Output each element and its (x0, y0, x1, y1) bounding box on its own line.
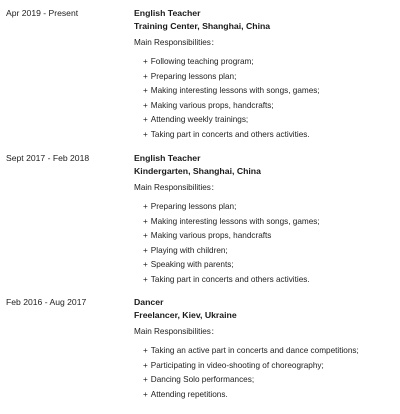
list-item (143, 215, 396, 230)
list-item (143, 359, 396, 374)
list-item-text: Participating in video-shooting of choreography; (150, 360, 324, 370)
list-item-text: Taking part in concerts and others activities. (150, 129, 310, 139)
list-item-text: Taking part in concerts and others activities. (150, 274, 310, 284)
entry-date: Apr 2019 - Present (6, 8, 79, 18)
list-item (143, 244, 396, 259)
job-organization: Kindergarten, Shanghai, China (134, 166, 261, 176)
responsibilities-list (134, 200, 396, 288)
job-title: English Teacher (134, 8, 201, 18)
plus-bullet: + (143, 115, 148, 125)
list-item (143, 344, 396, 359)
plus-bullet: + (143, 129, 148, 139)
responsibilities-list (134, 344, 396, 402)
list-item (143, 99, 396, 114)
entry-details (134, 152, 396, 288)
job-title: English Teacher (134, 153, 201, 163)
list-item-text: Following teaching program; (150, 57, 254, 66)
list-item-text: Taking an active part in concerts and dance competitions; (150, 346, 359, 355)
entry-date: Feb 2016 - Aug 2017 (6, 297, 87, 307)
plus-bullet: + (143, 260, 148, 270)
plus-bullet: + (143, 86, 148, 96)
list-item-text: Making interesting lessons with songs, games; (150, 216, 320, 226)
job-organization: Training Center, Shanghai, China (134, 21, 271, 31)
plus-bullet: + (143, 346, 148, 355)
responsibilities-label: Main Responsibilities： (134, 183, 220, 192)
plus-bullet: + (143, 389, 148, 399)
list-item (143, 113, 396, 128)
job-title: Dancer (134, 297, 164, 307)
responsibilities-list (134, 55, 396, 143)
entry-details (134, 7, 396, 143)
plus-bullet: + (143, 360, 148, 370)
list-item (143, 258, 396, 273)
list-item-text: Preparing lessons plan; (150, 71, 237, 81)
entry-date: Sept 2017 - Feb 2018 (6, 153, 90, 163)
list-item-text: Attending repetitions. (150, 389, 228, 399)
plus-bullet: + (143, 245, 148, 255)
entry-details (134, 296, 396, 402)
list-item-text: Speaking with parents; (150, 260, 234, 270)
plus-bullet: + (143, 375, 148, 385)
list-item (143, 128, 396, 143)
list-item (143, 373, 396, 388)
list-item (143, 84, 396, 99)
plus-bullet: + (143, 202, 148, 211)
plus-bullet: + (143, 216, 148, 226)
list-item-text: Dancing Solo performances; (150, 375, 255, 385)
list-item (143, 229, 396, 244)
list-item-text: Preparing lessons plan; (150, 202, 237, 211)
responsibilities-label: Main Responsibilities： (134, 327, 220, 336)
plus-bullet: + (143, 274, 148, 284)
list-item-text: Making various props, handcrafts; (150, 100, 274, 110)
list-item (143, 388, 396, 403)
list-item-text: Making interesting lessons with songs, games; (150, 86, 320, 96)
plus-bullet: + (143, 57, 148, 66)
job-organization: Freelancer, Kiev, Ukraine (134, 310, 237, 320)
list-item (143, 70, 396, 85)
list-item-text: Playing with children; (150, 245, 228, 255)
list-item-text: Making various props, handcrafts (150, 231, 272, 241)
list-item (143, 55, 396, 70)
plus-bullet: + (143, 71, 148, 81)
plus-bullet: + (143, 100, 148, 110)
list-item (143, 200, 396, 215)
list-item (143, 273, 396, 288)
responsibilities-label: Main Responsibilities： (134, 38, 220, 47)
plus-bullet: + (143, 231, 148, 241)
list-item-text: Attending weekly trainings; (150, 115, 249, 125)
